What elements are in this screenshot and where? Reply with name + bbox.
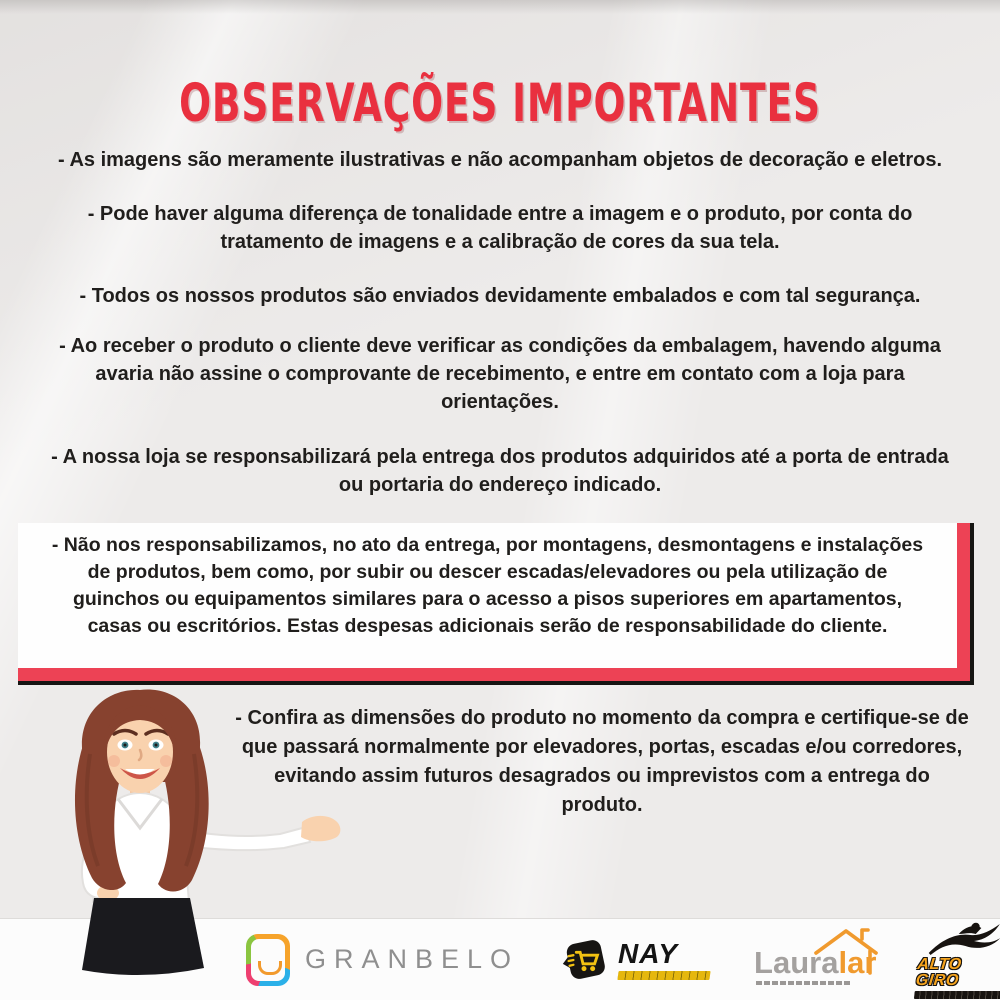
- presenter-skirt: [82, 898, 204, 975]
- lauralar-tagline-bar: [756, 981, 852, 985]
- altogiro-tagline-bar: [914, 991, 1000, 999]
- presenter-blush: [108, 755, 120, 767]
- notice-paragraph-packaging: - Todos os nossos produtos são enviados devidamente embalados e com tal segurança.: [79, 285, 921, 307]
- altogiro-wordmark: ALTO GIRO: [915, 955, 963, 989]
- granbelo-wordmark: GRANBELO: [305, 944, 520, 974]
- lauralar-house-icon: [810, 927, 892, 975]
- presenter-pupil: [155, 744, 158, 747]
- presenter-paragraph: - Confira as dimensões do produto no momento da compra e certifique-se de que passará normalmente por elevadores, portas, escadas e/ou corredores, evitando assim futuros desagrados ou imprevistos com a entrega do produto.: [235, 707, 969, 816]
- lauralar-word-lar: lar: [838, 944, 877, 980]
- altogiro-cyclist-icon: [925, 921, 1000, 957]
- logo-lauralar: [754, 935, 876, 985]
- logo-nay: [559, 935, 710, 985]
- notice-paragraph-color-difference: - Pode haver alguma diferença de tonalidade entre a imagem e o produto, por conta do tratamento de imagens e a calibração de cores da sua tela.: [87, 203, 913, 253]
- notice-paragraph-images: - As imagens são meramente ilustrativas e não acompanham objetos de decoração e eletros.: [57, 149, 943, 171]
- logo-altogiro: [914, 921, 1000, 999]
- notice-paragraph-receiving: - Ao receber o produto o cliente deve verificar as condições da embalagem, havendo alguma avaria não assine o comprovante de recebimento, e entre em contato com a loja para orientações.: [59, 335, 941, 413]
- warning-box-text: - Não nos responsabilizamos, no ato da entrega, por montagens, desmontagens e instalações de produtos, bem como, por subir ou descer escadas/elevadores ou pela utilização de guinchos ou equipamentos similares para o acesso a pisos superiores em apartamentos, casas ou escritórios. Estas despesas adicionais serão de responsabilidade do cliente.: [51, 534, 924, 637]
- presenter-pupil: [124, 744, 127, 747]
- page-title: OBSERVAÇÕES IMPORTANTES: [179, 73, 821, 135]
- warning-box-red-edge: [18, 523, 970, 681]
- nay-badge-icon: [559, 935, 609, 985]
- presenter-blush: [160, 755, 172, 767]
- warning-box-outline: [18, 523, 974, 685]
- nay-text-block: [618, 937, 710, 980]
- warning-box: [18, 523, 957, 668]
- presenter-woman-illustration: [52, 684, 352, 976]
- nay-wordmark: NAY: [618, 937, 679, 969]
- notice-paragraph-delivery: - A nossa loja se responsabilizará pela entrega dos produtos adquiridos até a porta de entrada ou portaria do endereço indicado.: [51, 446, 949, 496]
- nay-tagline-bar: [617, 971, 710, 980]
- presenter-open-hand: [301, 816, 340, 841]
- lauralar-word-laura: Laura: [754, 944, 839, 980]
